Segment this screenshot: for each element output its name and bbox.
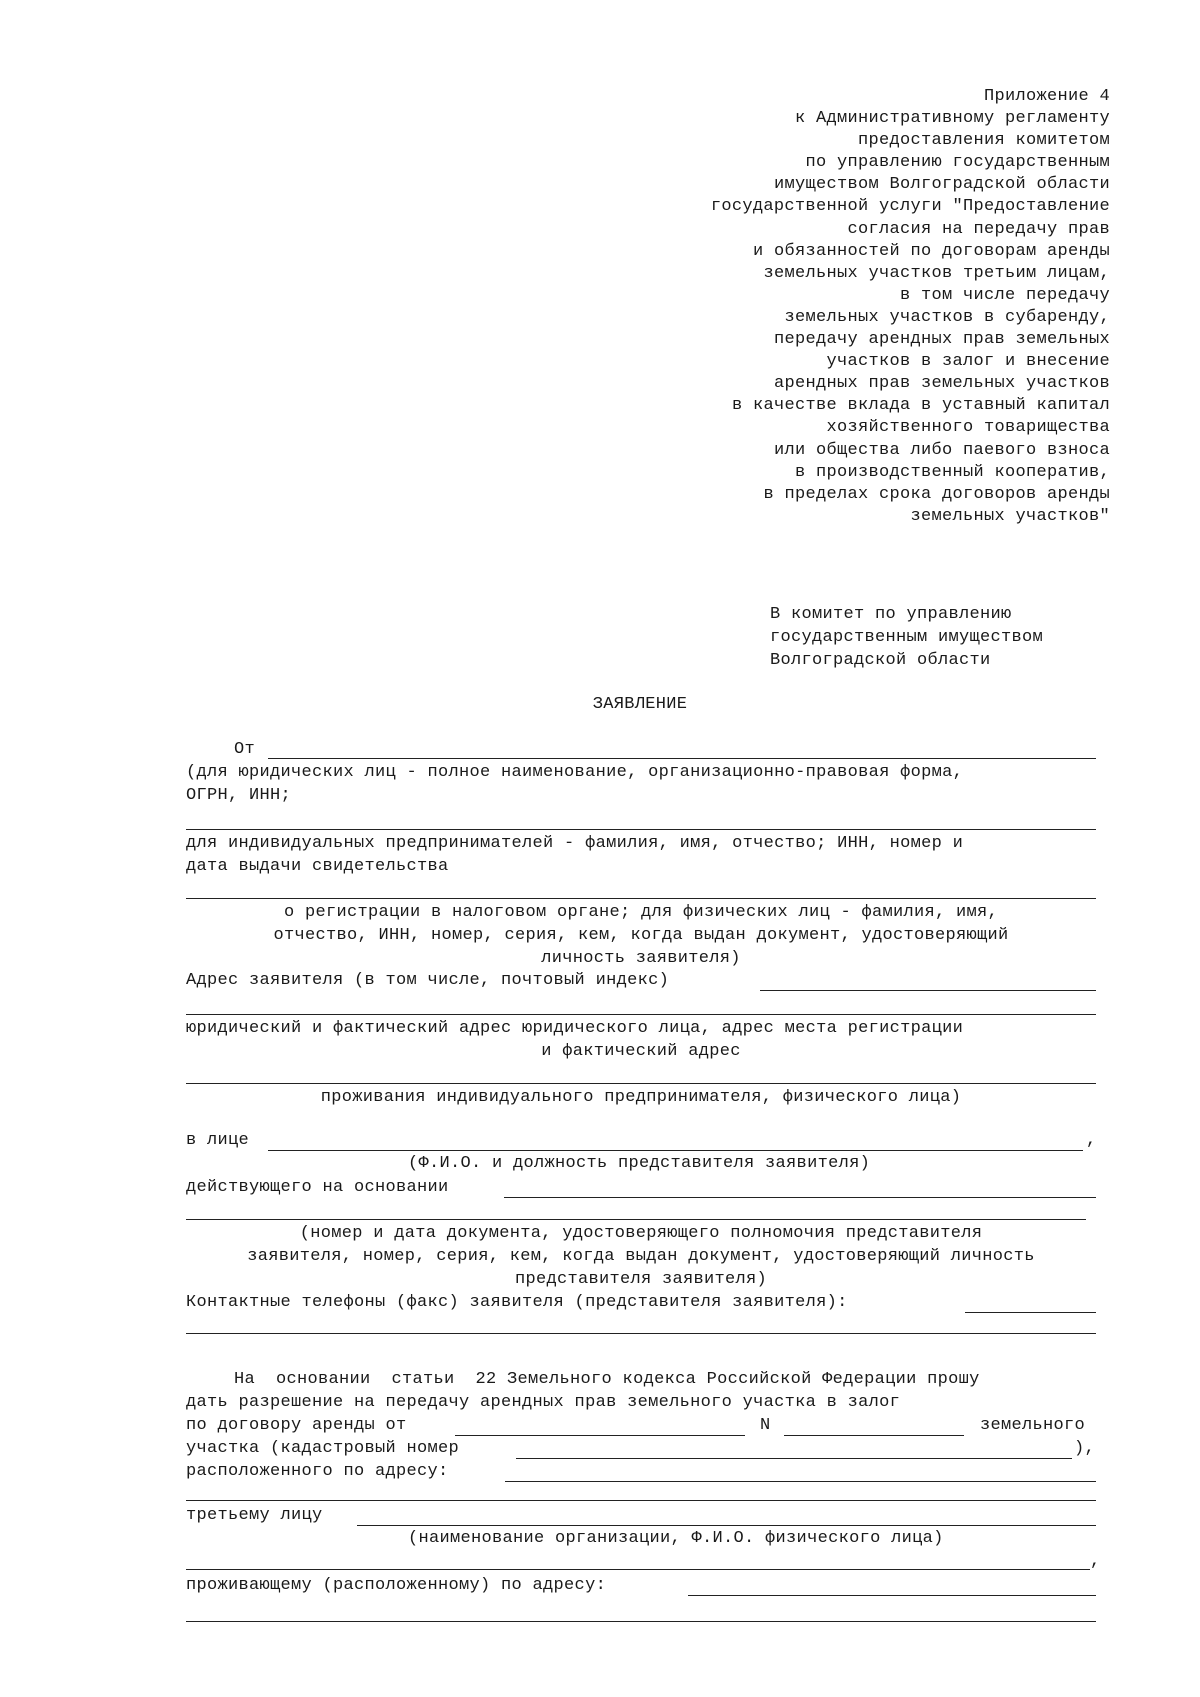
located-address-field-line-2[interactable] [186,1500,1096,1501]
land-label: земельного [980,1416,1086,1435]
hint-text: (номер и дата документа, удостоверяющего полномочия представителя [299,1224,983,1243]
representative-field[interactable] [268,1150,1083,1151]
hint-text: о регистрации в налоговом органе; для физических лиц - фамилия, имя, [283,903,999,922]
contract-label: по договору аренды от [186,1416,407,1435]
living-address-label: проживающему (расположенному) по адресу: [186,1576,607,1595]
address-field-line-2[interactable] [186,1014,1096,1015]
body-text: На основании статьи 22 Земельного кодекса Российской Федерации прошу [234,1370,980,1389]
appendix-line: земельных участков третьим лицам, [763,263,1110,283]
number-label: N [760,1416,771,1435]
appendix-line: в производственный кооператив, [794,462,1110,482]
appendix-line: земельных участков" [910,506,1110,526]
appendix-line: предоставления комитетом [857,131,1110,151]
comma: , [1090,1552,1101,1571]
body-text: дать разрешение на передачу арендных прав земельного участка в залог [186,1393,901,1412]
phones-label: Контактные телефоны (факс) заявителя (представителя заявителя): [186,1293,848,1312]
hint-text: отчество, ИНН, номер, серия, кем, когда выдан документ, удостоверяющий [273,926,1009,945]
appendix-line: в пределах срока договоров аренды [763,484,1110,504]
hint-text: дата выдачи свидетельства [186,857,449,876]
third-party-label: третьему лицу [186,1506,323,1525]
appendix-line: согласия на передачу прав [847,219,1110,239]
appendix-line: в качестве вклада в уставный капитал [731,396,1110,416]
cadastral-number-field[interactable] [516,1458,1072,1459]
from-field-line-3[interactable] [186,898,1096,899]
hint-text: юридический и фактический адрес юридического лица, адрес места регистрации [186,1019,964,1038]
recipient-line: Волгоградской области [770,651,991,670]
from-field-line-2[interactable] [186,829,1096,830]
from-label: От [234,740,256,759]
appendix-line: земельных участков в субаренду, [784,307,1110,327]
appendix-line: имуществом Волгоградской области [773,175,1110,195]
cadastral-end: ), [1074,1439,1096,1458]
appendix-line: передачу арендных прав земельных [773,330,1110,350]
phones-field-line-2[interactable] [186,1333,1096,1334]
hint-text: представителя заявителя) [514,1270,768,1289]
appendix-line: Приложение 4 [983,87,1110,106]
hint-text: личность заявителя) [541,949,741,968]
appendix-line: к Административному регламенту [794,109,1110,129]
recipient-line: государственным имуществом [770,628,1044,647]
recipient-line: В комитет по управлению [770,605,1012,624]
appendix-header [560,86,1110,528]
appendix-line: и обязанностей по договорам аренды [752,241,1110,261]
appendix-line: или общества либо паевого взноса [773,440,1110,460]
basis-field-line-2[interactable] [186,1219,1086,1220]
hint-text: (для юридических лиц - полное наименование, организационно-правовая форма, [186,763,964,782]
cadastral-label: участка (кадастровый номер [186,1439,460,1458]
contract-date-field[interactable] [455,1435,745,1436]
located-address-field[interactable] [505,1481,1096,1482]
appendix-line: в том числе передачу [899,285,1110,305]
third-party-field[interactable] [357,1525,1096,1526]
appendix-line: хозяйственного товарищества [826,418,1110,438]
third-party-field-line-2[interactable] [186,1569,1090,1570]
hint-text: проживания индивидуального предпринимателя, физического лица) [320,1088,962,1107]
living-address-field[interactable] [688,1595,1096,1596]
hint-text: (наименование организации, Ф.И.О. физического лица) [408,1529,944,1548]
hint-text: заявителя, номер, серия, кем, когда выдан документ, удостоверяющий личность [247,1247,1035,1266]
basis-label: действующего на основании [186,1178,449,1197]
person-label: в лице [186,1131,250,1150]
address-field-line-3[interactable] [186,1083,1096,1084]
phones-field[interactable] [965,1312,1096,1313]
appendix-line: арендных прав земельных участков [773,374,1110,394]
basis-field[interactable] [504,1197,1096,1198]
living-address-field-line-2[interactable] [186,1621,1096,1622]
hint-text: и фактический адрес [541,1042,741,1061]
document-title: ЗАЯВЛЕНИЕ [592,695,688,714]
appendix-line: по управлению государственным [805,153,1110,173]
address-label: Адрес заявителя (в том числе, почтовый индекс) [186,971,670,990]
appendix-line: государственной услуги "Предоставление [710,197,1110,217]
hint-text: (Ф.И.О. и должность представителя заявителя) [408,1154,871,1173]
hint-text: для индивидуальных предпринимателей - фамилия, имя, отчество; ИНН, номер и [186,834,964,853]
address-field[interactable] [760,990,1096,991]
located-label: расположенного по адресу: [186,1462,449,1481]
hint-text: ОГРН, ИНН; [186,786,292,805]
appendix-line: участков в залог и внесение [826,352,1110,372]
from-field[interactable] [268,758,1096,759]
comma: , [1086,1131,1097,1150]
contract-number-field[interactable] [784,1435,964,1436]
